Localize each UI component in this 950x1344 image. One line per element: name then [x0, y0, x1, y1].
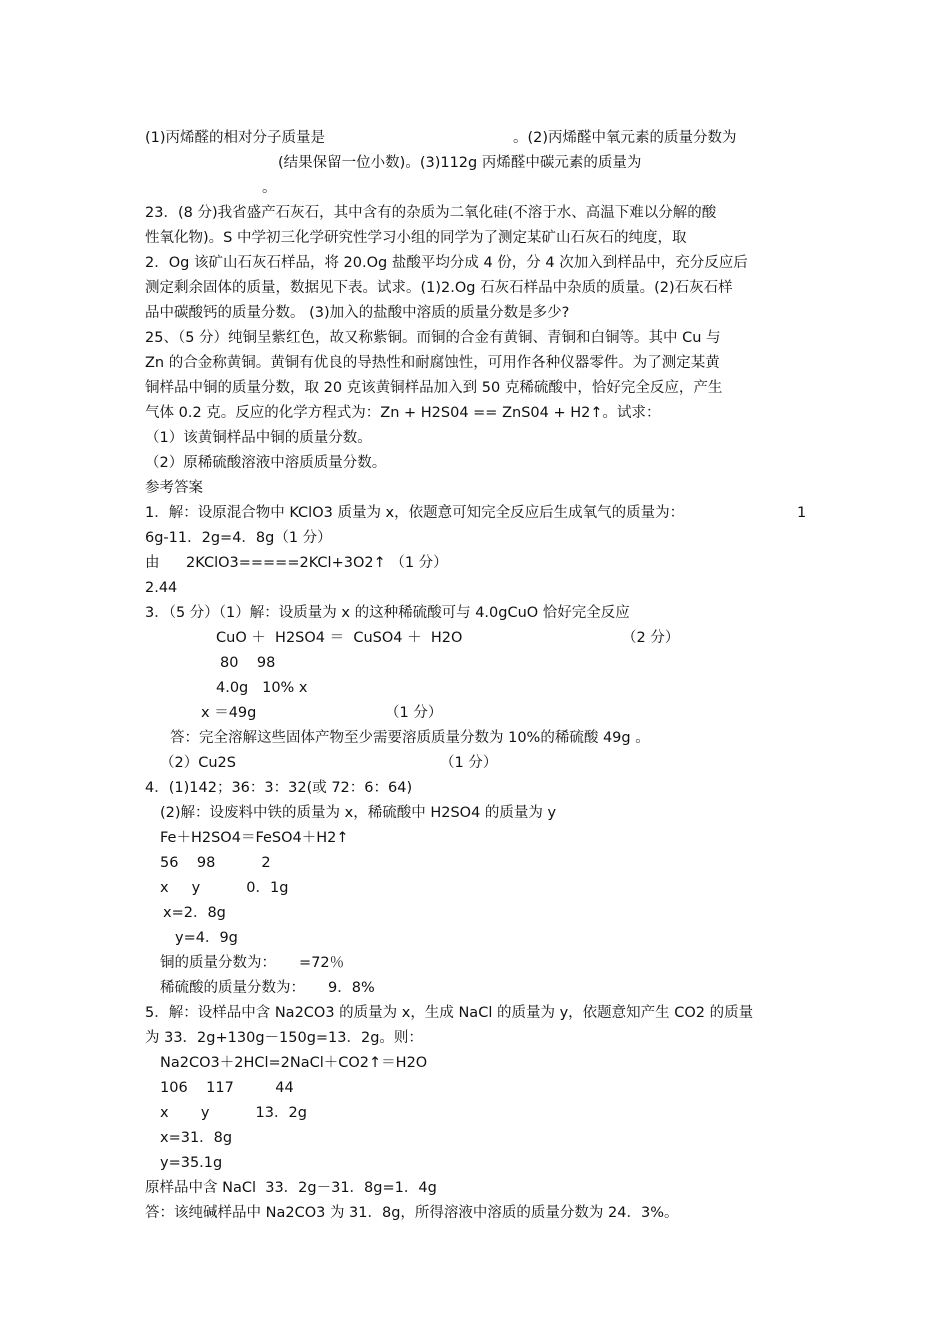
text-line: （1 分） [440, 755, 498, 771]
equation-line: Fe＋H2SO4＝FeSO4＋H2↑ [160, 830, 349, 846]
text-line: y=35.1g [160, 1155, 223, 1171]
text-line: 2.44 [145, 580, 178, 596]
section-heading: 参考答案 [145, 480, 203, 496]
text-line: x y 13．2g [160, 1105, 307, 1121]
text-line: 。 [262, 180, 277, 196]
text-line: （1）该黄铜样品中铜的质量分数。 [145, 430, 372, 446]
text-line: 3．（5 分）（1）解：设质量为 x 的这种稀硫酸可与 4.0gCuO 恰好完全反应 [145, 605, 630, 621]
text-line: 性氧化物)。S 中学初三化学研究性学习小组的同学为了测定某矿山石灰石的纯度，取 [145, 230, 687, 246]
text-line: Zn 的合金称黄铜。黄铜有优良的导热性和耐腐蚀性，可用作各种仪器零件。为了测定某黄 [145, 355, 720, 371]
text-line: （2 分） [622, 630, 680, 646]
text-line: 铜的质量分数为： =72％ [160, 955, 345, 971]
text-line: 答：该纯碱样品中 Na2CO3 为 31．8g，所得溶液中溶质的质量分数为 24．3%。 [145, 1205, 679, 1221]
text-line: y=4．9g [175, 930, 238, 946]
text-line: x=31．8g [160, 1130, 233, 1146]
text-line: (1)丙烯醛的相对分子质量是 [145, 130, 326, 146]
text-line: (2)解：设废料中铁的质量为 x，稀硫酸中 H2SO4 的质量为 y [160, 805, 557, 821]
text-line: 。(2)丙烯醛中氧元素的质量分数为 [513, 130, 737, 146]
text-line: 23．(8 分)我省盛产石灰石，其中含有的杂质为二氧化硅(不溶于水、高温下难以分解的酸 [145, 205, 717, 221]
text-line: 测定剩余固体的质量，数据见下表。试求。(1)2.Og 石灰石样品中杂质的质量。(2)石灰石样 [145, 280, 733, 296]
text-line: 56 98 2 [160, 855, 271, 871]
text-line: 4．(1)142；36：3：32(或 72：6：64) [145, 780, 413, 796]
text-line: 由 [145, 555, 160, 571]
text-line: 气体 0.2 克。反应的化学方程式为：Zn + H2S04 == ZnS04 + H2↑。试求： [145, 405, 661, 421]
text-line: 80 98 [220, 655, 276, 671]
text-line: 106 117 44 [160, 1080, 294, 1096]
text-line: （2）原稀硫酸溶液中溶质质量分数。 [145, 455, 387, 471]
text-line: （2）Cu2S [160, 755, 236, 771]
text-line: x y 0．1g [160, 880, 289, 896]
text-line: 25、（5 分）纯铜呈紫红色，故又称紫铜。而铜的合金有黄铜、青铜和白铜等。其中 Cu 与 [145, 330, 721, 346]
text-line: 2．Og 该矿山石灰石样品，将 20.Og 盐酸平均分成 4 份，分 4 次加入到样品中，充分反应后 [145, 255, 748, 271]
text-line: (结果保留一位小数)。(3)112g 丙烯醛中碳元素的质量为 [278, 155, 642, 171]
text-line: 原样品中含 NaCl 33．2g－31．8g=1．4g [145, 1180, 437, 1196]
text-line: 品中碳酸钙的质量分数。 (3)加入的盐酸中溶质的质量分数是多少? [145, 305, 570, 321]
text-line: （1 分） [385, 705, 443, 721]
text-line: 稀硫酸的质量分数为： 9．8% [160, 980, 375, 996]
text-line: 5．解：设样品中含 Na2CO3 的质量为 x，生成 NaCl 的质量为 y，依题意知产生 CO2 的质量 [145, 1005, 754, 1021]
equation-line: Na2CO3＋2HCl=2NaCl＋CO2↑＝H2O [160, 1055, 428, 1071]
equation-line: CuO ＋ H2SO4 ＝ CuSO4 ＋ H2O [216, 630, 463, 646]
text-line: 为 33．2g+130g－150g=13．2g。则： [145, 1030, 423, 1046]
text-line: 答：完全溶解这些固体产物至少需要溶质质量分数为 10%的稀硫酸 49g 。 [170, 730, 650, 746]
text-line: x ＝49g [201, 705, 257, 721]
text-line: 6g-11．2g=4．8g（1 分） [145, 530, 332, 546]
text-line: 铜样品中铜的质量分数，取 20 克该黄铜样品加入到 50 克稀硫酸中，恰好完全反应，产生 [145, 380, 723, 396]
text-line: 2KClO3=====2KCl+3O2↑ （1 分） [186, 555, 448, 571]
text-line: 4.0g 10% x [216, 680, 308, 696]
text-line: 1 [797, 505, 807, 521]
text-line: 1．解：设原混合物中 KClO3 质量为 x，依题意可知完全反应后生成氧气的质量为： [145, 505, 685, 521]
text-line: x=2．8g [163, 905, 226, 921]
